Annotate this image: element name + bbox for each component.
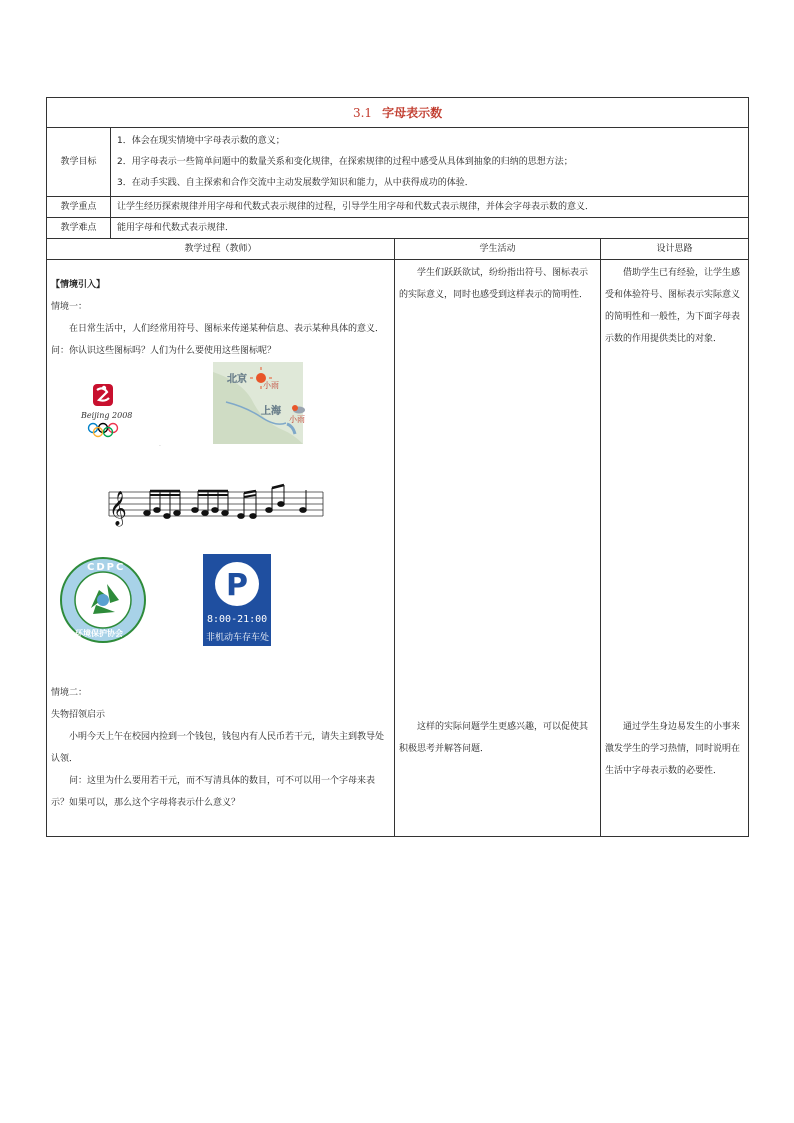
olympic-emblem [80,384,132,437]
student-header: 学生活动 [395,239,601,260]
music-staff [109,485,323,527]
scene2-question: 问：这里为什么要用若干元，而不写清具体的数目，可不可以用一个字母来表示？如果可以，那么这个字母将表示什么意义？ [51,776,376,808]
key-point-label: 教学重点 [47,197,111,218]
icons-illustration [51,362,351,682]
design-idea-2: 通过学生身边易发生的小事来激发学生的学习热情，同时说明在生活中字母表示数的必要性． [605,722,741,776]
process-header: 教学过程（教师） [47,239,395,260]
page-title [47,98,749,128]
design-cell [601,260,749,837]
objective-item: 2．用字母表示一些简单问题中的数量关系和变化规律，在探索规律的过程中感受从具体到抽象的归纳的思想方法； [117,157,573,167]
weather-map [213,362,305,444]
scene1-text: 在日常生活中，人们经常用符号、图标来传递某种信息、表示某种具体的意义．问：你认识这些图标吗？人们为什么要使用这些图标呢？ [51,324,385,356]
scene1-label: 情境一： [51,302,88,312]
parking-caption: 非机动车存车处 [206,633,270,643]
difficulty-text: 能用字母和代数式表示规律． [111,218,749,239]
symbol-figures [51,362,390,682]
objectives-list [111,128,749,197]
key-point-text: 让学生经历探索规律并用字母和代数式表示规律的过程，引导学生用字母和代数式表示规律，并体会字母表示数的意义． [111,197,749,218]
recycle-bottom-text: 环境保护协会 [75,629,123,638]
section-number: 3.1 [352,105,373,120]
objective-item: 3．在动手实践、自主探索和合作交流中主动发展数学知识和能力，从中获得成功的体验． [117,178,474,188]
student-activity-2: 这样的实际问题学生更感兴趣，可以促使其积极思考并解答问题． [399,722,589,754]
process-cell [47,260,395,837]
parking-sign [203,554,271,646]
student-cell [395,260,601,837]
difficulty-label: 教学难点 [47,218,111,239]
parking-letter: P [226,568,248,603]
scene2-label: 情境二： [51,688,88,698]
scene2-text: 小明今天上午在校园内捡到一个钱包，钱包内有人民币若干元，请失主到教导处认领． [51,732,385,764]
design-idea-1: 借助学生已有经验，让学生感受和体验符号、图标表示实际意义的简明性和一般性，为下面字母表示数的作用提供类比的对象． [605,268,741,344]
lesson-plan-table [46,97,748,837]
svg-text:.: . [159,441,161,448]
recycle-ring-text: CDPC [87,562,126,573]
objectives-label: 教学目标 [47,128,111,197]
svg-text:𝄞: 𝄞 [109,491,127,526]
recycle-logo [61,558,145,642]
svg-text:小雨: 小雨 [289,415,305,424]
title-text: 字母表示数 [382,105,443,120]
map-city2: 上海 [261,406,281,417]
student-activity-1: 学生们跃跃欲试，纷纷指出符号、图标表示的实际意义，同时也感受到这样表示的简明性． [399,268,589,300]
design-header: 设计思路 [601,239,749,260]
map-city1: 北京 [227,374,247,385]
parking-hours: 8:00-21:00 [207,614,268,625]
section-heading: 【情境引入】 [51,280,106,290]
olympic-caption: Beijing 2008 [81,411,133,420]
objective-item: 1．体会在现实情境中字母表示数的意义； [117,136,285,146]
svg-text:小雨: 小雨 [263,381,279,390]
scene2-title: 失物招领启示 [51,710,106,720]
